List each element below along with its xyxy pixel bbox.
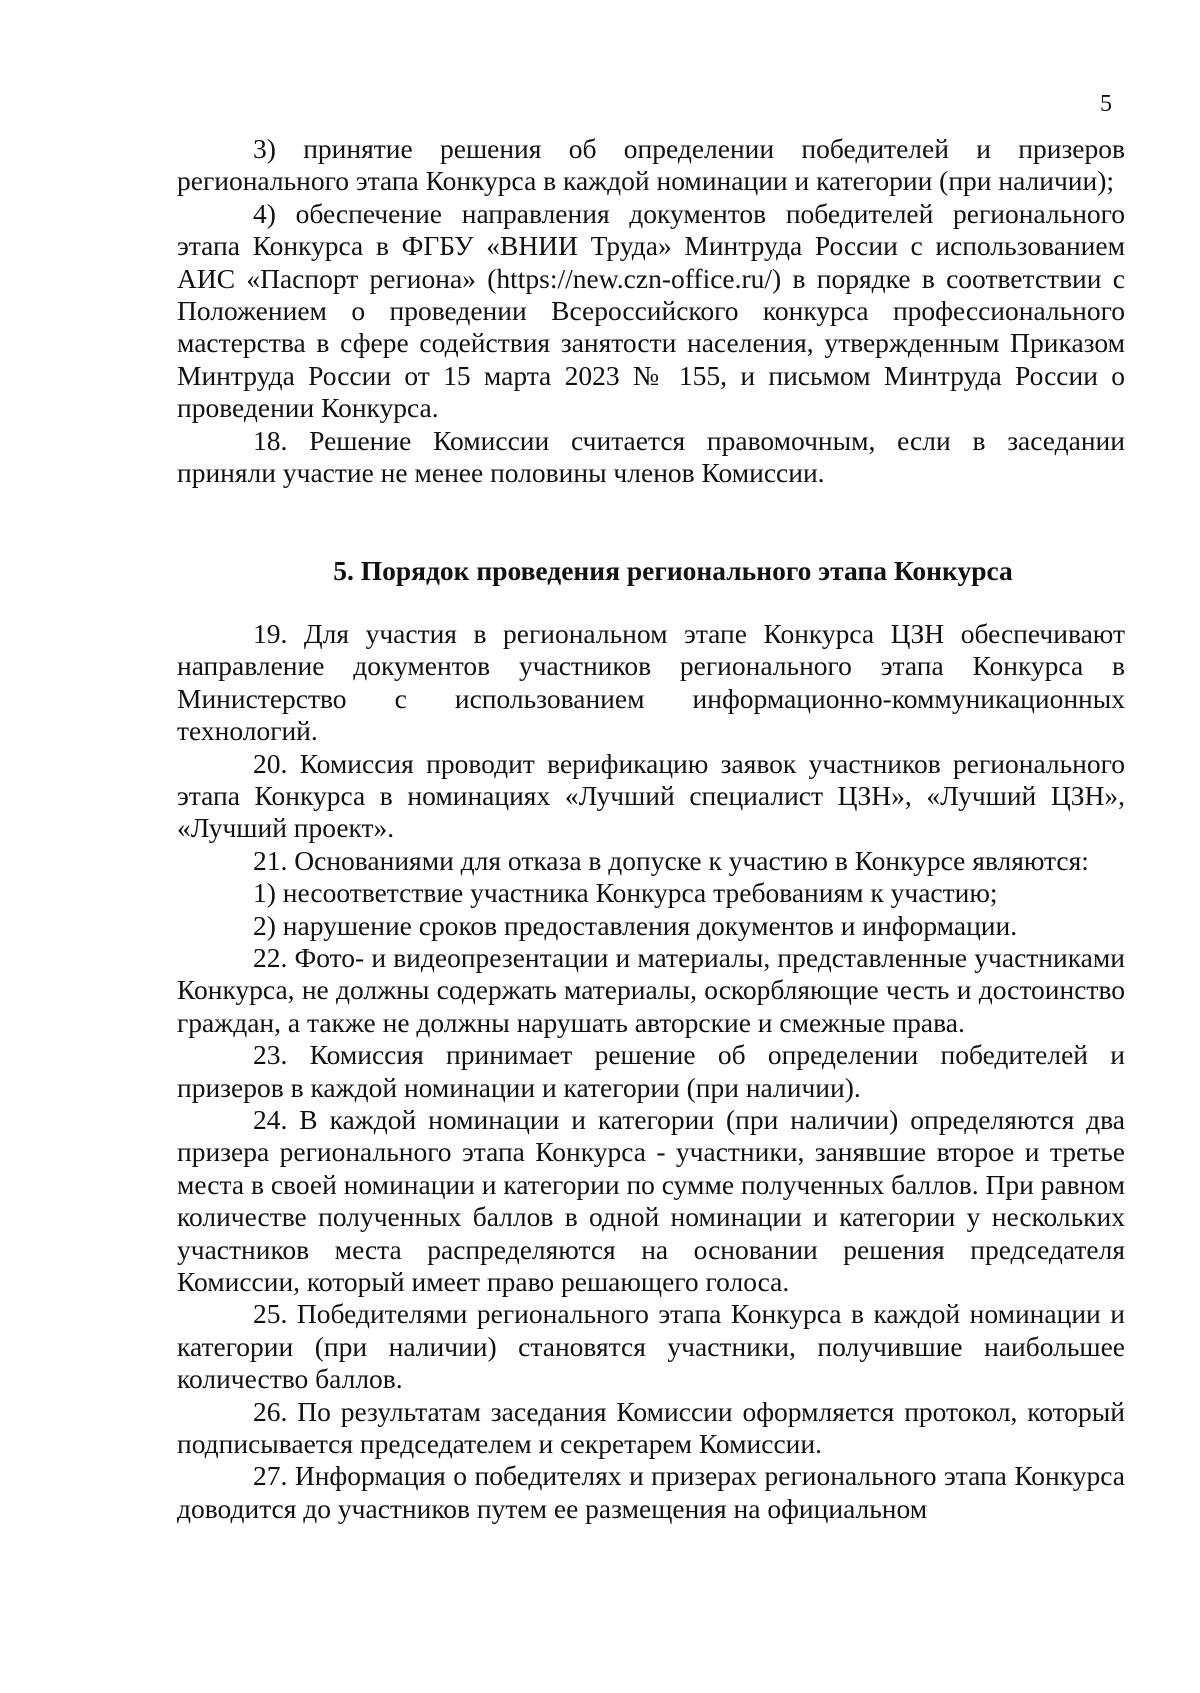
paragraph-18: 18. Решение Комиссии считается правомочным, если в заседании приняли участие не менее половины членов Комиссии.	[177, 424, 1125, 489]
paragraph-25: 25. Победителями регионального этапа Конкурса в каждой номинации и категории (при наличии) становятся участники, получившие наибольшее количество баллов.	[177, 1298, 1125, 1395]
page-number: 5	[1100, 91, 1112, 117]
section-heading: 5. Порядок проведения регионального этапа Конкурса	[333, 555, 1013, 587]
paragraph-20: 20. Комиссия проводит верификацию заявок участников регионального этапа Конкурса в номинациях «Лучший специалист ЦЗН», «Лучший ЦЗН», «Лучший проект».	[177, 747, 1125, 844]
paragraph-26: 26. По результатам заседания Комиссии оформляется протокол, который подписывается председателем и секретарем Комиссии.	[177, 1395, 1125, 1460]
paragraph-item-4: 4) обеспечение направления документов победителей регионального этапа Конкурса в ФГБУ «ВНИИ Труда» Минтруда России с использованием АИС «Паспорт региона» (https://new.czn-office.ru/) в порядке в соответствии с Положением о проведении Всероссийского конкурса профессионального мастерства в сфере содействия занятости населения, утвержденным Приказом Минтруда России от 15 марта 2023 № 155, и письмом Минтруда России о проведении Конкурса.	[177, 197, 1125, 424]
paragraph-21-item-2: 2) нарушение сроков предоставления документов и информации.	[253, 909, 1018, 941]
document-body	[177, 133, 1125, 1525]
paragraph-24: 24. В каждой номинации и категории (при наличии) определяются два призера регионального этапа Конкурса - участники, занявшие второе и третье места в своей номинации и категории по сумме полученных баллов. При равном количестве полученных баллов в одной номинации и категории у нескольких участников места распределяются на основании решения председателя Комиссии, который имеет право решающего голоса.	[177, 1103, 1125, 1297]
paragraph-21-item-1: 1) несоответствие участника Конкурса требованиям к участию;	[253, 877, 998, 909]
paragraph-22: 22. Фото- и видеопрезентации и материалы, представленные участниками Конкурса, не должны содержать материалы, оскорбляющие честь и достоинство граждан, а также не должны нарушать авторские и смежные права.	[177, 941, 1125, 1038]
paragraph-19: 19. Для участия в региональном этапе Конкурса ЦЗН обеспечивают направление документов участников регионального этапа Конкурса в Министерство с использованием информационно-коммуникационных технологий.	[177, 617, 1125, 747]
paragraph-23: 23. Комиссия принимает решение об определении победителей и призеров в каждой номинации и категории (при наличии).	[177, 1039, 1125, 1103]
paragraph-27: 27. Информация о победителях и призерах регионального этапа Конкурса доводится до участников путем ее размещения на официальном	[177, 1460, 1125, 1524]
paragraph-item-3: 3) принятие решения об определении победителей и призеров регионального этапа Конкурса в каждой номинации и категории (при наличии);	[177, 133, 1125, 197]
paragraph-21: 21. Основаниями для отказа в допуске к участию в Конкурсе являются:	[253, 844, 1089, 876]
